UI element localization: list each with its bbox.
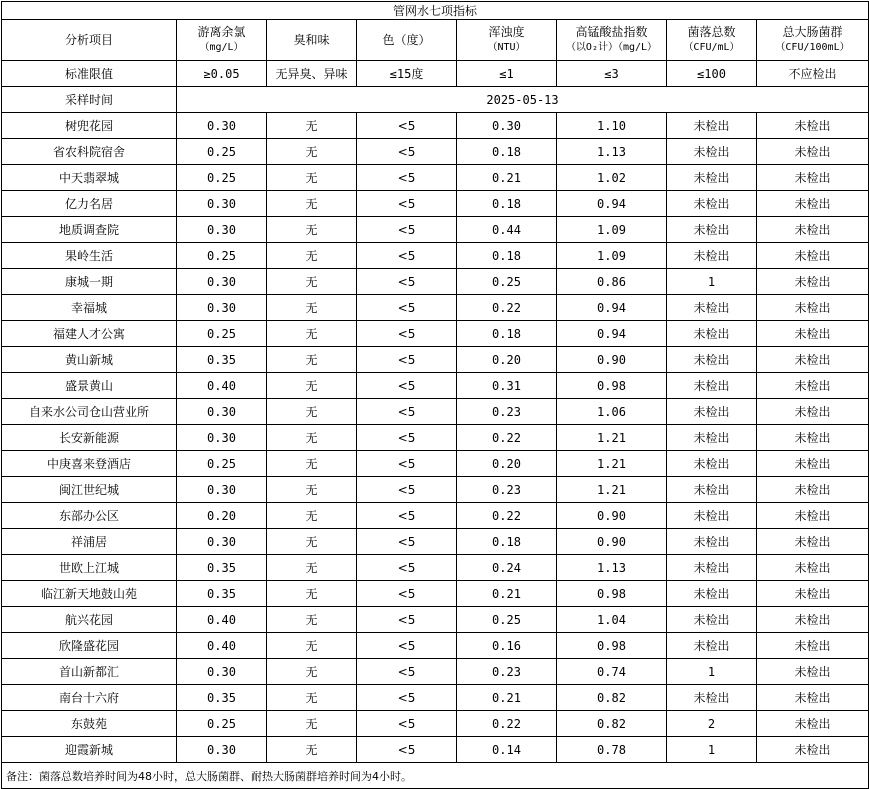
site-name-cell: 盛景黄山: [2, 373, 177, 399]
value-cell: 0.21: [457, 581, 557, 607]
value-cell: 1.09: [557, 217, 667, 243]
value-cell: 未检出: [667, 165, 757, 191]
table-row: [2, 711, 869, 737]
table-row: [2, 321, 869, 347]
value-cell: 未检出: [667, 191, 757, 217]
value-cell: 0.90: [557, 529, 667, 555]
value-cell: 0.31: [457, 373, 557, 399]
value-cell: 1.10: [557, 113, 667, 139]
site-name-cell: 祥浦居: [2, 529, 177, 555]
value-cell: 1.21: [557, 477, 667, 503]
value-cell: 未检出: [757, 633, 869, 659]
column-header: [457, 20, 557, 61]
value-cell: <5: [357, 607, 457, 633]
value-cell: 0.22: [457, 425, 557, 451]
table-row: [2, 217, 869, 243]
value-cell: 0.25: [177, 139, 267, 165]
value-cell: 无: [267, 581, 357, 607]
value-cell: 1: [667, 269, 757, 295]
value-cell: 无: [267, 737, 357, 763]
site-name-cell: 长安新能源: [2, 425, 177, 451]
value-cell: 无: [267, 373, 357, 399]
table-note: 备注：菌落总数培养时间为48小时，总大肠菌群、耐热大肠菌群培养时间为4小时。: [2, 763, 869, 789]
column-header-label: 臭和味: [293, 32, 330, 47]
table-row: [2, 503, 869, 529]
value-cell: <5: [357, 633, 457, 659]
value-cell: 未检出: [757, 711, 869, 737]
site-name-cell: 闽江世纪城: [2, 477, 177, 503]
value-cell: 无: [267, 451, 357, 477]
value-cell: <5: [357, 503, 457, 529]
value-cell: 未检出: [667, 633, 757, 659]
value-cell: 未检出: [667, 113, 757, 139]
column-header-unit: （CFU/100mL）: [775, 42, 850, 53]
value-cell: 未检出: [757, 139, 869, 165]
table-row: [2, 243, 869, 269]
value-cell: 无: [267, 269, 357, 295]
column-header: [267, 20, 357, 61]
value-cell: 0.94: [557, 295, 667, 321]
value-cell: <5: [357, 425, 457, 451]
column-header-label: 色（度）: [382, 32, 431, 47]
value-cell: 0.30: [177, 477, 267, 503]
column-header-unit: （以O₂计）（mg/L）: [565, 42, 658, 53]
value-cell: 无: [267, 425, 357, 451]
value-cell: 未检出: [757, 503, 869, 529]
value-cell: 0.94: [557, 191, 667, 217]
value-cell: <5: [357, 555, 457, 581]
site-name-cell: 幸福城: [2, 295, 177, 321]
value-cell: <5: [357, 295, 457, 321]
value-cell: 无: [267, 295, 357, 321]
value-cell: 0.23: [457, 399, 557, 425]
column-header: [557, 20, 667, 61]
table-row: [2, 295, 869, 321]
value-cell: <5: [357, 243, 457, 269]
value-cell: <5: [357, 165, 457, 191]
value-cell: 1.09: [557, 243, 667, 269]
value-cell: 未检出: [667, 477, 757, 503]
value-cell: 0.30: [177, 295, 267, 321]
value-cell: 0.35: [177, 555, 267, 581]
value-cell: 0.94: [557, 321, 667, 347]
value-cell: 0.18: [457, 243, 557, 269]
limit-cell: ≤3: [557, 61, 667, 87]
value-cell: 1: [667, 737, 757, 763]
value-cell: <5: [357, 139, 457, 165]
table-title: 管网水七项指标: [2, 2, 869, 20]
value-cell: 0.25: [177, 321, 267, 347]
limits-label: 标准限值: [2, 61, 177, 87]
value-cell: 1.13: [557, 139, 667, 165]
value-cell: 未检出: [667, 555, 757, 581]
limit-cell: 不应检出: [757, 61, 869, 87]
table-row: [2, 555, 869, 581]
value-cell: 无: [267, 165, 357, 191]
value-cell: <5: [357, 347, 457, 373]
value-cell: 0.98: [557, 633, 667, 659]
column-header-label: 高锰酸盐指数: [575, 25, 648, 39]
value-cell: <5: [357, 529, 457, 555]
value-cell: 未检出: [667, 451, 757, 477]
value-cell: 未检出: [667, 321, 757, 347]
water-quality-table: [1, 1, 869, 789]
table-row: [2, 607, 869, 633]
value-cell: 0.25: [457, 269, 557, 295]
site-name-cell: 自来水公司仓山营业所: [2, 399, 177, 425]
value-cell: <5: [357, 113, 457, 139]
table-row: [2, 633, 869, 659]
value-cell: 0.78: [557, 737, 667, 763]
value-cell: 0.30: [177, 269, 267, 295]
table-row: [2, 425, 869, 451]
site-name-cell: 地质调查院: [2, 217, 177, 243]
site-name-cell: 东鼓苑: [2, 711, 177, 737]
value-cell: <5: [357, 399, 457, 425]
value-cell: 未检出: [667, 243, 757, 269]
value-cell: 0.40: [177, 607, 267, 633]
value-cell: 0.98: [557, 373, 667, 399]
value-cell: 0.30: [177, 659, 267, 685]
value-cell: <5: [357, 711, 457, 737]
value-cell: 0.25: [177, 165, 267, 191]
column-header: [177, 20, 267, 61]
value-cell: 无: [267, 321, 357, 347]
value-cell: 未检出: [757, 737, 869, 763]
value-cell: 0.22: [457, 503, 557, 529]
value-cell: 0.40: [177, 373, 267, 399]
value-cell: 0.30: [177, 529, 267, 555]
site-name-cell: 欣隆盛花园: [2, 633, 177, 659]
value-cell: 0.18: [457, 529, 557, 555]
site-name-cell: 黄山新城: [2, 347, 177, 373]
value-cell: 1.13: [557, 555, 667, 581]
value-cell: 未检出: [757, 555, 869, 581]
value-cell: 未检出: [667, 347, 757, 373]
site-name-cell: 树兜花园: [2, 113, 177, 139]
table-row: [2, 269, 869, 295]
value-cell: 0.35: [177, 347, 267, 373]
value-cell: <5: [357, 321, 457, 347]
site-name-cell: 临江新天地鼓山苑: [2, 581, 177, 607]
value-cell: 无: [267, 555, 357, 581]
value-cell: 0.30: [177, 191, 267, 217]
value-cell: 未检出: [757, 321, 869, 347]
value-cell: 0.30: [177, 737, 267, 763]
value-cell: 0.20: [457, 347, 557, 373]
value-cell: 无: [267, 529, 357, 555]
value-cell: <5: [357, 685, 457, 711]
value-cell: 0.44: [457, 217, 557, 243]
table-row: [2, 373, 869, 399]
value-cell: 2: [667, 711, 757, 737]
value-cell: 未检出: [667, 425, 757, 451]
value-cell: 未检出: [757, 581, 869, 607]
value-cell: 未检出: [757, 165, 869, 191]
value-cell: <5: [357, 451, 457, 477]
sampling-date: 2025-05-13: [177, 87, 869, 113]
value-cell: 无: [267, 113, 357, 139]
value-cell: 0.16: [457, 633, 557, 659]
site-name-cell: 首山新都汇: [2, 659, 177, 685]
value-cell: 无: [267, 711, 357, 737]
value-cell: 0.74: [557, 659, 667, 685]
value-cell: 未检出: [757, 477, 869, 503]
value-cell: 未检出: [667, 685, 757, 711]
value-cell: 未检出: [757, 269, 869, 295]
value-cell: 未检出: [757, 607, 869, 633]
limit-cell: ≤100: [667, 61, 757, 87]
value-cell: 0.18: [457, 321, 557, 347]
value-cell: 0.25: [177, 451, 267, 477]
value-cell: 未检出: [757, 529, 869, 555]
site-name-cell: 康城一期: [2, 269, 177, 295]
value-cell: 1: [667, 659, 757, 685]
table-row: [2, 685, 869, 711]
site-name-cell: 迎霞新城: [2, 737, 177, 763]
value-cell: 未检出: [667, 607, 757, 633]
site-name-cell: 航兴花园: [2, 607, 177, 633]
value-cell: 0.21: [457, 685, 557, 711]
value-cell: 0.25: [177, 711, 267, 737]
table-row: [2, 113, 869, 139]
column-header-label: 游离余氯: [197, 25, 246, 39]
value-cell: 未检出: [667, 373, 757, 399]
value-cell: <5: [357, 737, 457, 763]
value-cell: 0.25: [177, 243, 267, 269]
value-cell: 0.90: [557, 503, 667, 529]
column-header: [2, 20, 177, 61]
column-header-unit: （mg/L）: [199, 42, 244, 53]
value-cell: 未检出: [667, 139, 757, 165]
table-row: [2, 347, 869, 373]
column-header-label: 菌落总数: [687, 25, 736, 39]
value-cell: 0.86: [557, 269, 667, 295]
value-cell: 0.30: [177, 425, 267, 451]
value-cell: 未检出: [757, 217, 869, 243]
value-cell: <5: [357, 373, 457, 399]
value-cell: 未检出: [757, 425, 869, 451]
value-cell: 未检出: [757, 191, 869, 217]
value-cell: 0.82: [557, 711, 667, 737]
site-name-cell: 中庚喜来登酒店: [2, 451, 177, 477]
limit-cell: 无异臭、异味: [267, 61, 357, 87]
value-cell: 1.02: [557, 165, 667, 191]
value-cell: 1.21: [557, 451, 667, 477]
value-cell: 未检出: [757, 243, 869, 269]
value-cell: 0.30: [177, 217, 267, 243]
table-row: [2, 477, 869, 503]
table-row: [2, 399, 869, 425]
column-header-label: 浑浊度: [488, 25, 525, 39]
site-name-cell: 东部办公区: [2, 503, 177, 529]
value-cell: 未检出: [667, 217, 757, 243]
table-row: [2, 165, 869, 191]
site-name-cell: 南台十六府: [2, 685, 177, 711]
value-cell: <5: [357, 581, 457, 607]
limit-cell: ≤15度: [357, 61, 457, 87]
value-cell: 0.35: [177, 581, 267, 607]
value-cell: 无: [267, 659, 357, 685]
limit-cell: ≥0.05: [177, 61, 267, 87]
value-cell: 未检出: [757, 659, 869, 685]
value-cell: 未检出: [757, 295, 869, 321]
sampling-label: 采样时间: [2, 87, 177, 113]
table-row: [2, 581, 869, 607]
value-cell: 1.04: [557, 607, 667, 633]
site-name-cell: 中天翡翠城: [2, 165, 177, 191]
table-row: [2, 191, 869, 217]
value-cell: 无: [267, 477, 357, 503]
value-cell: 无: [267, 191, 357, 217]
value-cell: 0.98: [557, 581, 667, 607]
column-header-label: 分析项目: [64, 32, 113, 47]
value-cell: 无: [267, 607, 357, 633]
value-cell: 0.18: [457, 139, 557, 165]
value-cell: 0.21: [457, 165, 557, 191]
value-cell: 0.23: [457, 659, 557, 685]
value-cell: 0.23: [457, 477, 557, 503]
value-cell: 未检出: [757, 113, 869, 139]
header-row: [2, 20, 869, 61]
limit-cell: ≤1: [457, 61, 557, 87]
value-cell: 0.35: [177, 685, 267, 711]
table-row: [2, 139, 869, 165]
site-name-cell: 果岭生活: [2, 243, 177, 269]
column-header: [357, 20, 457, 61]
column-header-unit: （CFU/mL）: [683, 42, 740, 53]
value-cell: 0.82: [557, 685, 667, 711]
value-cell: 0.30: [177, 399, 267, 425]
value-cell: 未检出: [757, 373, 869, 399]
value-cell: 无: [267, 399, 357, 425]
table-row: [2, 451, 869, 477]
site-name-cell: 亿力名居: [2, 191, 177, 217]
column-header-label: 总大肠菌群: [782, 25, 843, 39]
value-cell: 0.40: [177, 633, 267, 659]
value-cell: 0.90: [557, 347, 667, 373]
value-cell: 0.14: [457, 737, 557, 763]
value-cell: 0.20: [177, 503, 267, 529]
value-cell: <5: [357, 477, 457, 503]
value-cell: 未检出: [667, 295, 757, 321]
limits-row: [2, 61, 869, 87]
value-cell: 1.21: [557, 425, 667, 451]
value-cell: 0.22: [457, 295, 557, 321]
value-cell: <5: [357, 217, 457, 243]
value-cell: 未检出: [667, 399, 757, 425]
value-cell: 0.30: [177, 113, 267, 139]
value-cell: 无: [267, 139, 357, 165]
site-name-cell: 世欧上江城: [2, 555, 177, 581]
value-cell: 0.20: [457, 451, 557, 477]
value-cell: 未检出: [757, 347, 869, 373]
value-cell: <5: [357, 191, 457, 217]
value-cell: 未检出: [757, 685, 869, 711]
value-cell: <5: [357, 659, 457, 685]
value-cell: 0.22: [457, 711, 557, 737]
column-header-unit: （NTU）: [487, 42, 526, 53]
value-cell: 未检出: [757, 451, 869, 477]
value-cell: 0.25: [457, 607, 557, 633]
table-row: [2, 737, 869, 763]
value-cell: 未检出: [667, 503, 757, 529]
value-cell: 1.06: [557, 399, 667, 425]
table-row: [2, 529, 869, 555]
site-name-cell: 福建人才公寓: [2, 321, 177, 347]
value-cell: 未检出: [667, 581, 757, 607]
value-cell: 未检出: [667, 529, 757, 555]
value-cell: 无: [267, 217, 357, 243]
table-row: [2, 659, 869, 685]
value-cell: 无: [267, 633, 357, 659]
value-cell: 无: [267, 503, 357, 529]
value-cell: 无: [267, 347, 357, 373]
sampling-row: [2, 87, 869, 113]
site-name-cell: 省农科院宿舍: [2, 139, 177, 165]
value-cell: <5: [357, 269, 457, 295]
value-cell: 无: [267, 685, 357, 711]
value-cell: 0.30: [457, 113, 557, 139]
value-cell: 未检出: [757, 399, 869, 425]
value-cell: 0.24: [457, 555, 557, 581]
value-cell: 0.18: [457, 191, 557, 217]
column-header: [757, 20, 869, 61]
value-cell: 无: [267, 243, 357, 269]
column-header: [667, 20, 757, 61]
